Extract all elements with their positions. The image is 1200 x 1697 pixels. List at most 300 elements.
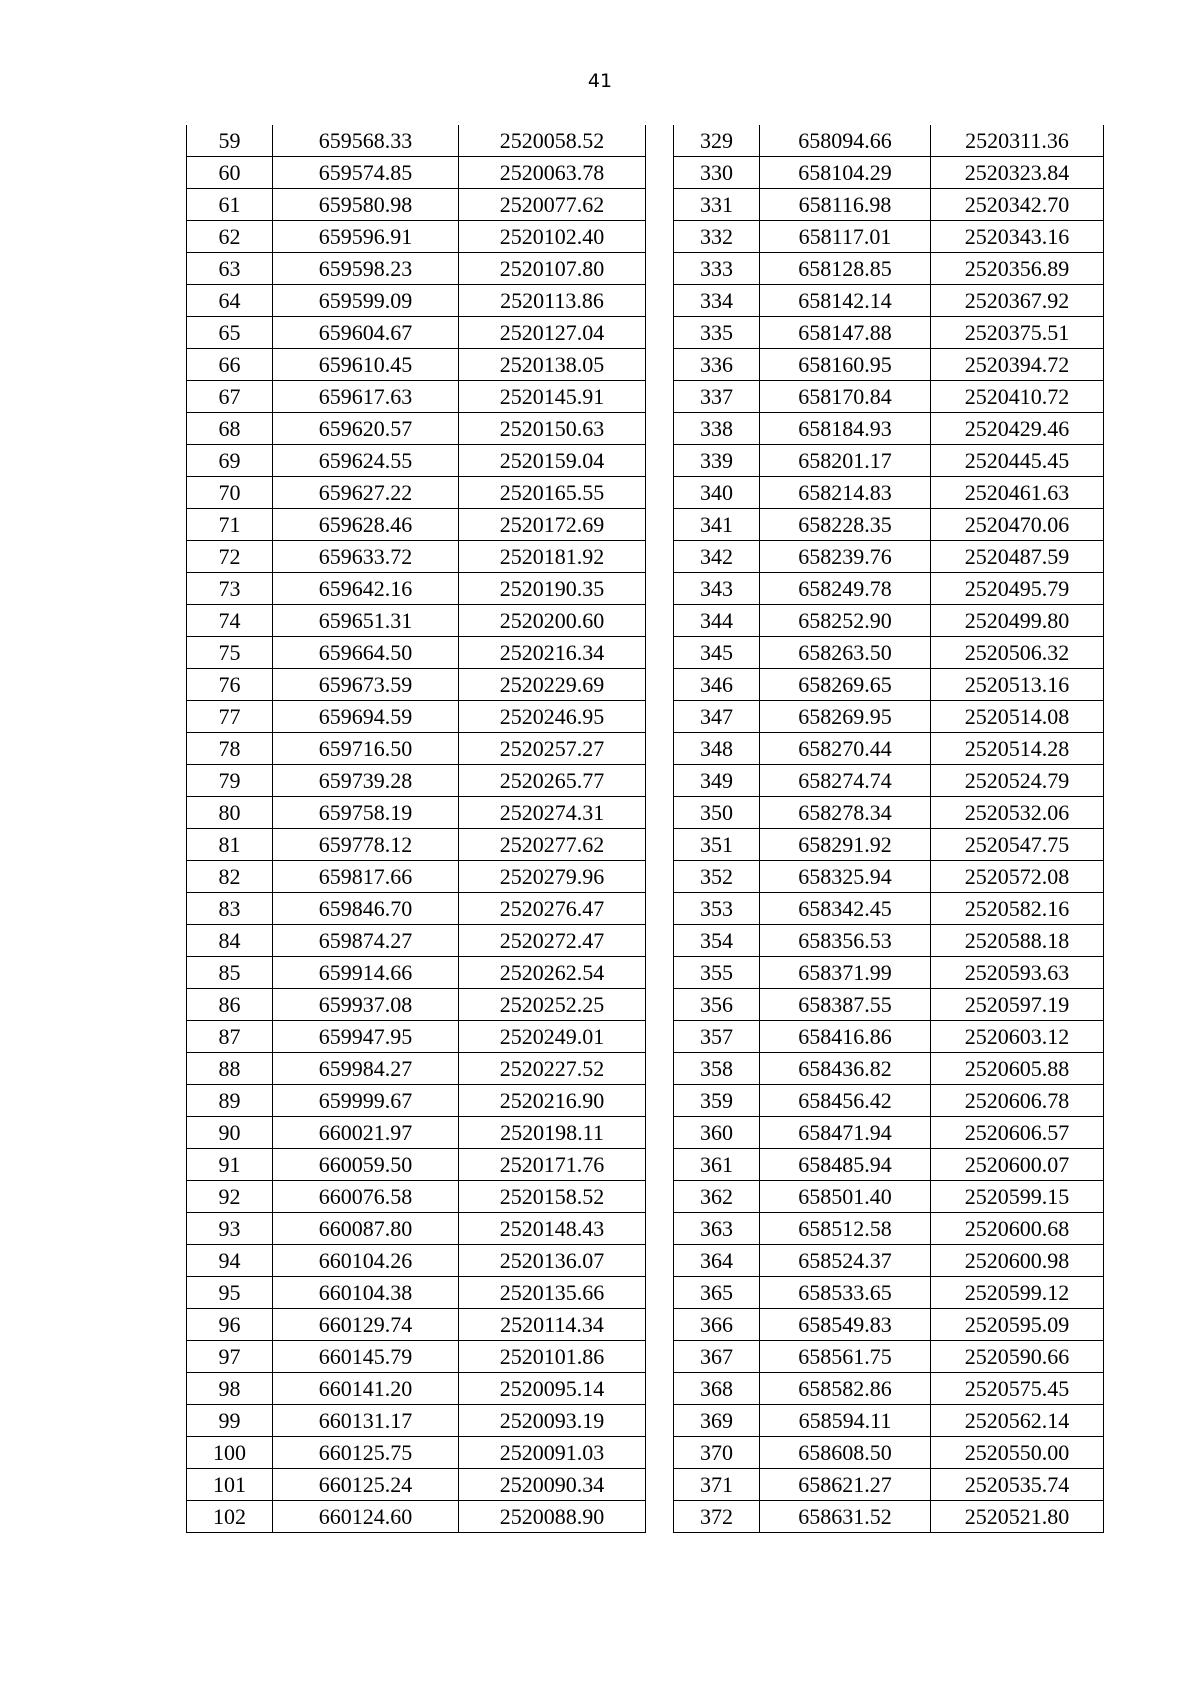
point-number-cell: 365 [674, 1277, 760, 1309]
table-row [187, 797, 646, 829]
table-row [187, 1181, 646, 1213]
point-number-cell: 357 [674, 1021, 760, 1053]
y-coordinate-cell: 2520600.98 [931, 1245, 1104, 1277]
point-number-cell: 346 [674, 669, 760, 701]
y-coordinate-cell: 2520145.91 [459, 381, 646, 413]
table-row [674, 253, 1104, 285]
point-number-cell: 83 [187, 893, 273, 925]
point-number-cell: 338 [674, 413, 760, 445]
x-coordinate-cell: 658485.94 [760, 1149, 931, 1181]
x-coordinate-cell: 658269.95 [760, 701, 931, 733]
table-row [674, 1149, 1104, 1181]
table-row [187, 1085, 646, 1117]
y-coordinate-cell: 2520606.57 [931, 1117, 1104, 1149]
y-coordinate-cell: 2520150.63 [459, 413, 646, 445]
point-number-cell: 350 [674, 797, 760, 829]
x-coordinate-cell: 659628.46 [273, 509, 459, 541]
point-number-cell: 98 [187, 1373, 273, 1405]
table-row [674, 637, 1104, 669]
y-coordinate-cell: 2520599.15 [931, 1181, 1104, 1213]
y-coordinate-cell: 2520499.80 [931, 605, 1104, 637]
table-row [674, 125, 1104, 157]
x-coordinate-cell: 659610.45 [273, 349, 459, 381]
table-row [187, 381, 646, 413]
y-coordinate-cell: 2520127.04 [459, 317, 646, 349]
point-number-cell: 94 [187, 1245, 273, 1277]
table-row [187, 509, 646, 541]
x-coordinate-cell: 659574.85 [273, 157, 459, 189]
x-coordinate-cell: 658278.34 [760, 797, 931, 829]
point-number-cell: 348 [674, 733, 760, 765]
x-coordinate-cell: 658160.95 [760, 349, 931, 381]
point-number-cell: 67 [187, 381, 273, 413]
table-row [187, 1117, 646, 1149]
x-coordinate-cell: 659778.12 [273, 829, 459, 861]
table-row [674, 1053, 1104, 1085]
table-row [187, 317, 646, 349]
table-row [674, 221, 1104, 253]
x-coordinate-cell: 659642.16 [273, 573, 459, 605]
point-number-cell: 332 [674, 221, 760, 253]
point-number-cell: 70 [187, 477, 273, 509]
y-coordinate-cell: 2520445.45 [931, 445, 1104, 477]
point-number-cell: 360 [674, 1117, 760, 1149]
x-coordinate-cell: 658436.82 [760, 1053, 931, 1085]
y-coordinate-cell: 2520274.31 [459, 797, 646, 829]
x-coordinate-cell: 658533.65 [760, 1277, 931, 1309]
table-row [187, 1021, 646, 1053]
x-coordinate-cell: 658269.65 [760, 669, 931, 701]
table-row [187, 637, 646, 669]
point-number-cell: 62 [187, 221, 273, 253]
table-row [674, 669, 1104, 701]
table-row [187, 1277, 646, 1309]
x-coordinate-cell: 658416.86 [760, 1021, 931, 1053]
y-coordinate-cell: 2520095.14 [459, 1373, 646, 1405]
y-coordinate-cell: 2520595.09 [931, 1309, 1104, 1341]
y-coordinate-cell: 2520470.06 [931, 509, 1104, 541]
y-coordinate-cell: 2520171.76 [459, 1149, 646, 1181]
point-number-cell: 64 [187, 285, 273, 317]
x-coordinate-cell: 659651.31 [273, 605, 459, 637]
table-row [187, 957, 646, 989]
y-coordinate-cell: 2520524.79 [931, 765, 1104, 797]
table-row [674, 701, 1104, 733]
point-number-cell: 361 [674, 1149, 760, 1181]
y-coordinate-cell: 2520343.16 [931, 221, 1104, 253]
table-row [187, 157, 646, 189]
x-coordinate-cell: 659874.27 [273, 925, 459, 957]
y-coordinate-cell: 2520562.14 [931, 1405, 1104, 1437]
y-coordinate-cell: 2520135.66 [459, 1277, 646, 1309]
point-number-cell: 363 [674, 1213, 760, 1245]
point-number-cell: 97 [187, 1341, 273, 1373]
y-coordinate-cell: 2520216.90 [459, 1085, 646, 1117]
x-coordinate-cell: 659673.59 [273, 669, 459, 701]
table-row [187, 669, 646, 701]
y-coordinate-cell: 2520461.63 [931, 477, 1104, 509]
x-coordinate-cell: 658184.93 [760, 413, 931, 445]
table-row [674, 1181, 1104, 1213]
y-coordinate-cell: 2520606.78 [931, 1085, 1104, 1117]
x-coordinate-cell: 658128.85 [760, 253, 931, 285]
x-coordinate-cell: 659599.09 [273, 285, 459, 317]
point-number-cell: 336 [674, 349, 760, 381]
table-row [674, 1021, 1104, 1053]
point-number-cell: 355 [674, 957, 760, 989]
table-row [187, 765, 646, 797]
y-coordinate-cell: 2520138.05 [459, 349, 646, 381]
x-coordinate-cell: 659758.19 [273, 797, 459, 829]
y-coordinate-cell: 2520102.40 [459, 221, 646, 253]
point-number-cell: 368 [674, 1373, 760, 1405]
y-coordinate-cell: 2520599.12 [931, 1277, 1104, 1309]
table-row [187, 413, 646, 445]
y-coordinate-cell: 2520165.55 [459, 477, 646, 509]
y-coordinate-cell: 2520323.84 [931, 157, 1104, 189]
table-row [187, 829, 646, 861]
point-number-cell: 75 [187, 637, 273, 669]
point-number-cell: 351 [674, 829, 760, 861]
x-coordinate-cell: 659598.23 [273, 253, 459, 285]
x-coordinate-cell: 658249.78 [760, 573, 931, 605]
point-number-cell: 82 [187, 861, 273, 893]
table-row [187, 285, 646, 317]
y-coordinate-cell: 2520532.06 [931, 797, 1104, 829]
x-coordinate-cell: 658147.88 [760, 317, 931, 349]
x-coordinate-cell: 660124.60 [273, 1501, 459, 1533]
x-coordinate-cell: 659817.66 [273, 861, 459, 893]
x-coordinate-cell: 658274.74 [760, 765, 931, 797]
x-coordinate-cell: 658471.94 [760, 1117, 931, 1149]
point-number-cell: 359 [674, 1085, 760, 1117]
table-row [674, 1469, 1104, 1501]
table-row [674, 573, 1104, 605]
point-number-cell: 347 [674, 701, 760, 733]
y-coordinate-cell: 2520262.54 [459, 957, 646, 989]
x-coordinate-cell: 658252.90 [760, 605, 931, 637]
table-row [674, 957, 1104, 989]
table-row [187, 893, 646, 925]
table-row [674, 317, 1104, 349]
x-coordinate-cell: 658094.66 [760, 125, 931, 157]
y-coordinate-cell: 2520216.34 [459, 637, 646, 669]
y-coordinate-cell: 2520603.12 [931, 1021, 1104, 1053]
x-coordinate-cell: 659846.70 [273, 893, 459, 925]
table-row [187, 1469, 646, 1501]
x-coordinate-cell: 659624.55 [273, 445, 459, 477]
point-number-cell: 337 [674, 381, 760, 413]
table-row [674, 381, 1104, 413]
y-coordinate-cell: 2520090.34 [459, 1469, 646, 1501]
table-row [674, 605, 1104, 637]
y-coordinate-cell: 2520514.08 [931, 701, 1104, 733]
point-number-cell: 367 [674, 1341, 760, 1373]
y-coordinate-cell: 2520356.89 [931, 253, 1104, 285]
x-coordinate-cell: 658104.29 [760, 157, 931, 189]
table-row [674, 1405, 1104, 1437]
table-row [187, 445, 646, 477]
x-coordinate-cell: 658549.83 [760, 1309, 931, 1341]
point-number-cell: 344 [674, 605, 760, 637]
table-row [187, 477, 646, 509]
point-number-cell: 87 [187, 1021, 273, 1053]
x-coordinate-cell: 659627.22 [273, 477, 459, 509]
table-row [187, 1053, 646, 1085]
table-row [674, 189, 1104, 221]
y-coordinate-cell: 2520514.28 [931, 733, 1104, 765]
x-coordinate-cell: 658356.53 [760, 925, 931, 957]
point-number-cell: 364 [674, 1245, 760, 1277]
point-number-cell: 366 [674, 1309, 760, 1341]
x-coordinate-cell: 659580.98 [273, 189, 459, 221]
point-number-cell: 372 [674, 1501, 760, 1533]
x-coordinate-cell: 659596.91 [273, 221, 459, 253]
y-coordinate-cell: 2520200.60 [459, 605, 646, 637]
point-number-cell: 356 [674, 989, 760, 1021]
x-coordinate-cell: 660129.74 [273, 1309, 459, 1341]
table-row [187, 1309, 646, 1341]
point-number-cell: 92 [187, 1181, 273, 1213]
table-row [674, 1309, 1104, 1341]
y-coordinate-cell: 2520107.80 [459, 253, 646, 285]
table-row [187, 1405, 646, 1437]
point-number-cell: 100 [187, 1437, 273, 1469]
table-row [187, 925, 646, 957]
x-coordinate-cell: 658371.99 [760, 957, 931, 989]
y-coordinate-cell: 2520252.25 [459, 989, 646, 1021]
table-row [187, 349, 646, 381]
point-number-cell: 79 [187, 765, 273, 797]
table-row [674, 1437, 1104, 1469]
y-coordinate-cell: 2520091.03 [459, 1437, 646, 1469]
x-coordinate-cell: 660125.75 [273, 1437, 459, 1469]
x-coordinate-cell: 658621.27 [760, 1469, 931, 1501]
x-coordinate-cell: 660141.20 [273, 1373, 459, 1405]
x-coordinate-cell: 659617.63 [273, 381, 459, 413]
table-row [187, 733, 646, 765]
y-coordinate-cell: 2520181.92 [459, 541, 646, 573]
y-coordinate-cell: 2520257.27 [459, 733, 646, 765]
y-coordinate-cell: 2520101.86 [459, 1341, 646, 1373]
y-coordinate-cell: 2520113.86 [459, 285, 646, 317]
point-number-cell: 370 [674, 1437, 760, 1469]
table-row [187, 1149, 646, 1181]
y-coordinate-cell: 2520279.96 [459, 861, 646, 893]
table-row [187, 861, 646, 893]
table-row [187, 1373, 646, 1405]
y-coordinate-cell: 2520590.66 [931, 1341, 1104, 1373]
y-coordinate-cell: 2520093.19 [459, 1405, 646, 1437]
y-coordinate-cell: 2520276.47 [459, 893, 646, 925]
x-coordinate-cell: 658116.98 [760, 189, 931, 221]
table-row [674, 925, 1104, 957]
table-row [187, 541, 646, 573]
table-row [674, 541, 1104, 573]
point-number-cell: 76 [187, 669, 273, 701]
point-number-cell: 329 [674, 125, 760, 157]
y-coordinate-cell: 2520148.43 [459, 1213, 646, 1245]
y-coordinate-cell: 2520521.80 [931, 1501, 1104, 1533]
point-number-cell: 345 [674, 637, 760, 669]
point-number-cell: 341 [674, 509, 760, 541]
point-number-cell: 63 [187, 253, 273, 285]
y-coordinate-cell: 2520246.95 [459, 701, 646, 733]
point-number-cell: 90 [187, 1117, 273, 1149]
point-number-cell: 74 [187, 605, 273, 637]
point-number-cell: 84 [187, 925, 273, 957]
table-row [674, 829, 1104, 861]
y-coordinate-cell: 2520077.62 [459, 189, 646, 221]
table-row [187, 1213, 646, 1245]
y-coordinate-cell: 2520506.32 [931, 637, 1104, 669]
x-coordinate-cell: 658270.44 [760, 733, 931, 765]
y-coordinate-cell: 2520588.18 [931, 925, 1104, 957]
x-coordinate-cell: 658387.55 [760, 989, 931, 1021]
y-coordinate-cell: 2520265.77 [459, 765, 646, 797]
y-coordinate-cell: 2520535.74 [931, 1469, 1104, 1501]
y-coordinate-cell: 2520375.51 [931, 317, 1104, 349]
point-number-cell: 354 [674, 925, 760, 957]
point-number-cell: 85 [187, 957, 273, 989]
table-row [674, 765, 1104, 797]
x-coordinate-cell: 660076.58 [273, 1181, 459, 1213]
coordinate-table-right [673, 125, 1104, 1533]
table-row [187, 221, 646, 253]
table-row [187, 189, 646, 221]
page-number: 41 [587, 70, 613, 92]
coordinate-table-left [186, 125, 646, 1533]
x-coordinate-cell: 659937.08 [273, 989, 459, 1021]
table-row [674, 797, 1104, 829]
y-coordinate-cell: 2520227.52 [459, 1053, 646, 1085]
table-row [674, 1117, 1104, 1149]
point-number-cell: 96 [187, 1309, 273, 1341]
x-coordinate-cell: 660131.17 [273, 1405, 459, 1437]
x-coordinate-cell: 658608.50 [760, 1437, 931, 1469]
x-coordinate-cell: 659947.95 [273, 1021, 459, 1053]
y-coordinate-cell: 2520088.90 [459, 1501, 646, 1533]
y-coordinate-cell: 2520198.11 [459, 1117, 646, 1149]
x-coordinate-cell: 660145.79 [273, 1341, 459, 1373]
table-row [674, 1341, 1104, 1373]
x-coordinate-cell: 658512.58 [760, 1213, 931, 1245]
point-number-cell: 334 [674, 285, 760, 317]
y-coordinate-cell: 2520190.35 [459, 573, 646, 605]
table-row [674, 893, 1104, 925]
point-number-cell: 342 [674, 541, 760, 573]
table-row [674, 989, 1104, 1021]
x-coordinate-cell: 659633.72 [273, 541, 459, 573]
y-coordinate-cell: 2520367.92 [931, 285, 1104, 317]
point-number-cell: 72 [187, 541, 273, 573]
point-number-cell: 362 [674, 1181, 760, 1213]
x-coordinate-cell: 658170.84 [760, 381, 931, 413]
x-coordinate-cell: 660021.97 [273, 1117, 459, 1149]
point-number-cell: 88 [187, 1053, 273, 1085]
y-coordinate-cell: 2520058.52 [459, 125, 646, 157]
point-number-cell: 333 [674, 253, 760, 285]
y-coordinate-cell: 2520495.79 [931, 573, 1104, 605]
x-coordinate-cell: 659914.66 [273, 957, 459, 989]
table-row [187, 125, 646, 157]
table-row [187, 573, 646, 605]
point-number-cell: 73 [187, 573, 273, 605]
y-coordinate-cell: 2520547.75 [931, 829, 1104, 861]
y-coordinate-cell: 2520429.46 [931, 413, 1104, 445]
table-row [674, 509, 1104, 541]
x-coordinate-cell: 658201.17 [760, 445, 931, 477]
table-row [674, 1277, 1104, 1309]
y-coordinate-cell: 2520311.36 [931, 125, 1104, 157]
x-coordinate-cell: 660125.24 [273, 1469, 459, 1501]
table-row [674, 1085, 1104, 1117]
x-coordinate-cell: 658142.14 [760, 285, 931, 317]
point-number-cell: 77 [187, 701, 273, 733]
table-row [674, 1501, 1104, 1533]
x-coordinate-cell: 659604.67 [273, 317, 459, 349]
point-number-cell: 349 [674, 765, 760, 797]
x-coordinate-cell: 658239.76 [760, 541, 931, 573]
y-coordinate-cell: 2520342.70 [931, 189, 1104, 221]
point-number-cell: 65 [187, 317, 273, 349]
point-number-cell: 71 [187, 509, 273, 541]
table-row [187, 1501, 646, 1533]
table-row [674, 445, 1104, 477]
y-coordinate-cell: 2520272.47 [459, 925, 646, 957]
point-number-cell: 330 [674, 157, 760, 189]
y-coordinate-cell: 2520513.16 [931, 669, 1104, 701]
y-coordinate-cell: 2520410.72 [931, 381, 1104, 413]
point-number-cell: 99 [187, 1405, 273, 1437]
x-coordinate-cell: 660059.50 [273, 1149, 459, 1181]
x-coordinate-cell: 659984.27 [273, 1053, 459, 1085]
x-coordinate-cell: 658561.75 [760, 1341, 931, 1373]
y-coordinate-cell: 2520249.01 [459, 1021, 646, 1053]
x-coordinate-cell: 660104.38 [273, 1277, 459, 1309]
table-row [674, 477, 1104, 509]
table-row [674, 413, 1104, 445]
x-coordinate-cell: 658228.35 [760, 509, 931, 541]
x-coordinate-cell: 659664.50 [273, 637, 459, 669]
table-row [674, 1213, 1104, 1245]
point-number-cell: 358 [674, 1053, 760, 1085]
y-coordinate-cell: 2520063.78 [459, 157, 646, 189]
x-coordinate-cell: 659568.33 [273, 125, 459, 157]
y-coordinate-cell: 2520600.68 [931, 1213, 1104, 1245]
point-number-cell: 61 [187, 189, 273, 221]
x-coordinate-cell: 658582.86 [760, 1373, 931, 1405]
point-number-cell: 68 [187, 413, 273, 445]
x-coordinate-cell: 658325.94 [760, 861, 931, 893]
point-number-cell: 78 [187, 733, 273, 765]
point-number-cell: 101 [187, 1469, 273, 1501]
x-coordinate-cell: 658501.40 [760, 1181, 931, 1213]
table-row [187, 701, 646, 733]
y-coordinate-cell: 2520600.07 [931, 1149, 1104, 1181]
y-coordinate-cell: 2520593.63 [931, 957, 1104, 989]
point-number-cell: 95 [187, 1277, 273, 1309]
x-coordinate-cell: 659620.57 [273, 413, 459, 445]
table-row [187, 1341, 646, 1373]
point-number-cell: 340 [674, 477, 760, 509]
point-number-cell: 86 [187, 989, 273, 1021]
y-coordinate-cell: 2520136.07 [459, 1245, 646, 1277]
table-row [187, 1437, 646, 1469]
point-number-cell: 69 [187, 445, 273, 477]
point-number-cell: 60 [187, 157, 273, 189]
x-coordinate-cell: 660087.80 [273, 1213, 459, 1245]
